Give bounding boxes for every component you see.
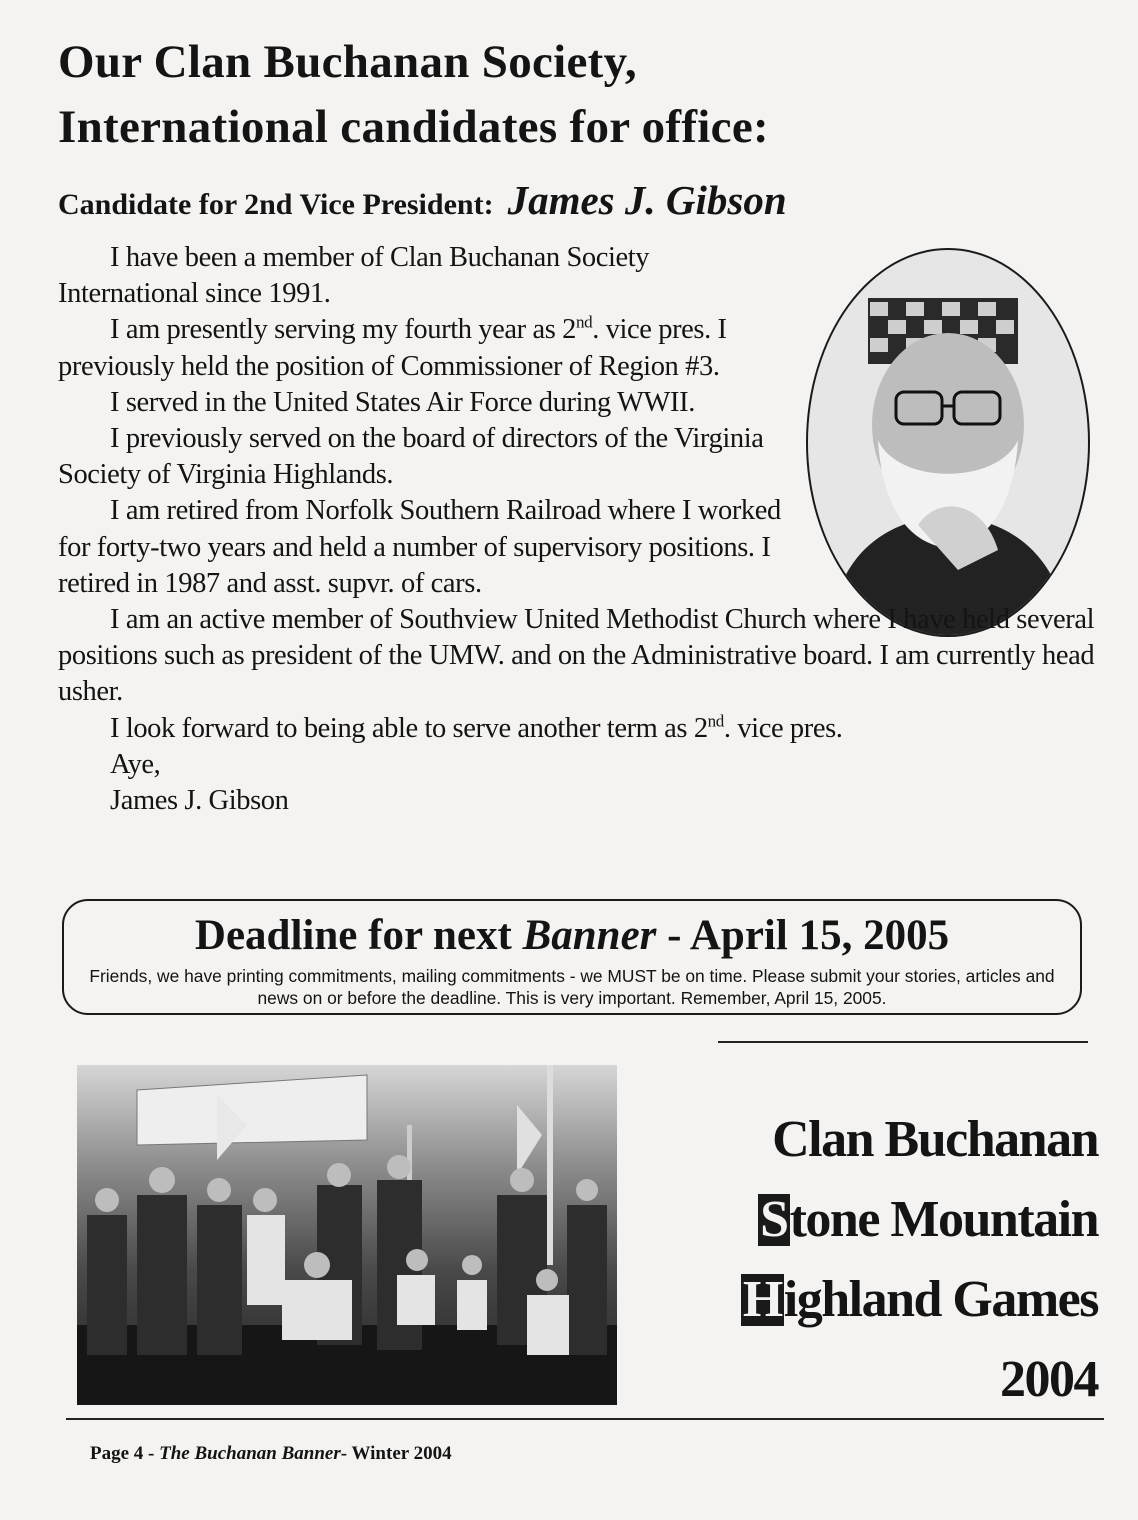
candidate-statement (58, 240, 1108, 819)
group-photo (77, 1065, 617, 1405)
deadline-heading: Deadline for next Banner - April 15, 2005 (194, 912, 950, 959)
candidate-name: James J. Gibson (507, 177, 787, 223)
publication-name: The Buchanan Banner (159, 1443, 341, 1464)
statement-paragraph: I am an active member of Southview United Methodist Church where I have held several positions such as president of the UMW. and on the Administrative board. I am currently head usher. (58, 604, 1095, 708)
event-line-1: Clan Buchanan (772, 1111, 1098, 1168)
event-title (741, 1100, 1098, 1420)
page-number: Page 4 - (90, 1443, 160, 1464)
statement-paragraph: I previously served on the board of directors of the Virginia Society of Virginia Highlands. (58, 423, 764, 491)
statement-paragraph: I served in the United States Air Force during WWII. (110, 386, 695, 418)
title-line-2: International candidates for office: (58, 101, 769, 153)
candidate-heading (58, 176, 787, 224)
divider (718, 1041, 1088, 1043)
event-line-3: Highland Games (742, 1271, 1098, 1328)
candidate-label: Candidate for 2nd Vice President: (58, 188, 494, 221)
page-title (58, 30, 1078, 160)
group-photo-figure (77, 1065, 617, 1405)
footer-rule (66, 1418, 1104, 1420)
statement-paragraph: I have been a member of Clan Buchanan Society International since 1991. (58, 242, 650, 310)
event-year: 2004 (1000, 1351, 1098, 1408)
deadline-notice (62, 899, 1082, 1015)
deadline-message: Friends, we have printing commitments, mailing commitments - we MUST be on time. Please submit your stories, articles and news on or before the deadline. This is very important. Remember, April 15, 2005. (89, 966, 1055, 1008)
page-footer (90, 1443, 452, 1465)
issue-label: - Winter 2004 (340, 1443, 452, 1464)
statement-paragraph: I am presently serving my fourth year as 2nd. vice pres. I previously held the position of Commissioner of Region #3. (58, 312, 727, 382)
closing: Aye, (110, 748, 161, 780)
signature: James J. Gibson (110, 785, 289, 817)
title-line-1: Our Clan Buchanan Society, (58, 36, 637, 88)
event-line-2: Stone Mountain (760, 1191, 1098, 1248)
statement-paragraph: I look forward to being able to serve another term as 2nd. vice pres. (110, 711, 843, 744)
statement-paragraph: I am retired from Norfolk Southern Railroad where I worked for forty-two years and held a number of supervisory positions. I retired in 1987 and asst. supvr. of cars. (58, 495, 781, 599)
